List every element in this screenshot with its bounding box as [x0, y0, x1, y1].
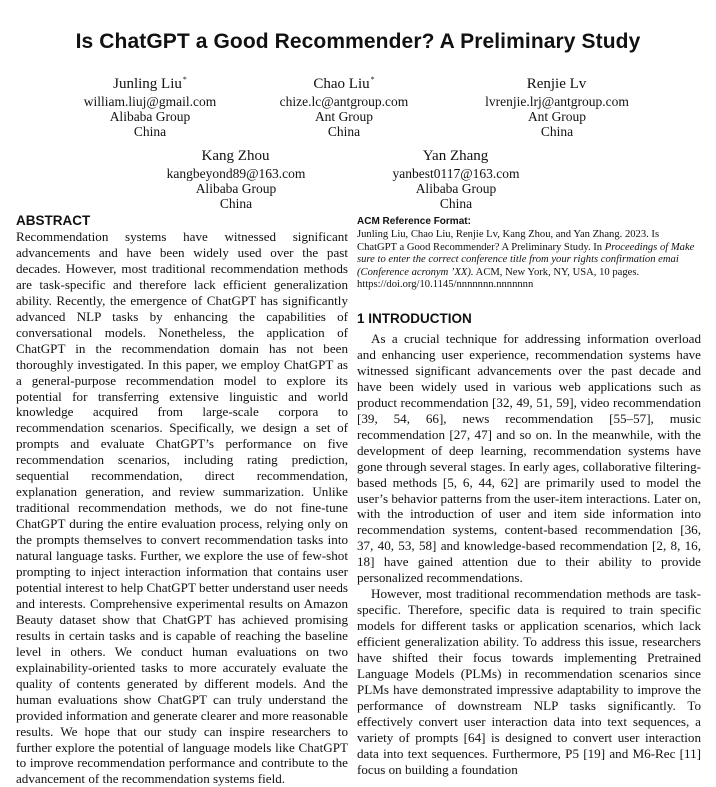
author-affiliation: Alibaba Group	[195, 181, 277, 196]
author-block	[40, 70, 260, 139]
author-email: lvrenjie.lrj@antgroup.com	[485, 94, 629, 109]
author-email: kangbeyond89@163.com	[166, 166, 306, 181]
left-column	[16, 212, 348, 787]
intro-paragraph: However, most traditional recommendation methods are task-specific. Therefore, specific data is required to train specific models for different tasks or application scenarios, which lack efficient generalization ability. To address this issue, researchers have shifted their focus towards implementing Pretrained Language Models (PLMs) in recommendation scenarios since PLMs have demonstrated impressive adaptability to improve the performance of downstream NLP tasks significantly. To effectively convert user interaction data into text sequences, a variety of prompts [64] is designed to convert user interaction data into text sequences. Furthermore, P5 [19] and M6-Rec [11] focus on building a foundation	[357, 586, 701, 777]
abstract-heading: ABSTRACT	[16, 213, 91, 228]
author-name: Renjie Lv	[526, 76, 587, 92]
author-affiliation: Alibaba Group	[415, 181, 497, 196]
author-email: yanbest0117@163.com	[392, 166, 520, 181]
abstract-text: Recommendation systems have witnessed significant advancements and have been widely used over the past decades. However, most traditional recommendation methods are task-specific and therefore lack efficient generalization ability. Recently, the emergence of ChatGPT has significantly advanced NLP tasks by enhancing the capabilities of conversational models. Nonetheless, the application of ChatGPT in the recommendation domain has not been thoroughly investigated. In this paper, we employ ChatGPT as a general-purpose recommendation model to explore its potential for transferring extensive linguistic and world knowledge acquired from large-scale corpora to recommendation scenarios. Specifically, we design a set of prompts and evaluate ChatGPT’s performance on five recommendation scenarios, including rating prediction, sequential recommendation, direct recommendation, explanation generation, and review summarization. Unlike traditional recommendation methods, we do not fine-tune ChatGPT during the entire evaluation process, relying only on the prompts themselves to convert recommendation tasks into natural language tasks. Further, we explore the use of few-shot prompting to inject interaction information that contains user potential interest to help ChatGPT better understand user needs and interests. Comprehensive experimental results on Amazon Beauty dataset show that ChatGPT has achieved promising results in certain tasks and is capable of reaching the baseline level in others. We conduct human evaluations on two explainability-oriented tasks to more accurately evaluate the quality of contents generated by different models. And the human evaluations show ChatGPT can truly understand the provided information and generate clearer and more reasonable results. We hope that our study can inspire researchers to further explore the potential of language models like ChatGPT to improve recommendation performance and contribute to the advancement of the recommendation systems field.	[16, 229, 348, 787]
author-affiliation: Ant Group	[527, 109, 587, 124]
introduction-heading: 1 INTRODUCTION	[357, 310, 472, 326]
right-column	[357, 212, 701, 778]
author-block	[447, 70, 667, 139]
author-country: China	[133, 124, 167, 139]
author-name: Chao Liu*	[313, 75, 375, 92]
author-email: william.liuj@gmail.com	[83, 94, 217, 109]
author-block	[126, 142, 346, 211]
author-name: Junling Liu*	[113, 75, 187, 92]
author-country: China	[327, 124, 361, 139]
acm-venue: Proceedings of Make sure to enter the correct conference title from your rights confirmation emai (Conference acronym ’XX).	[357, 241, 695, 278]
author-name: Yan Zhang	[422, 148, 489, 164]
author-block	[234, 70, 454, 139]
intro-paragraph: As a crucial technique for addressing information overload and enhancing user experience, recommendation systems have witnessed significant advancements over the past decade and have been widely used in various web applications such as product recommendation [32, 49, 51, 59], video recommendation [39, 54, 66], news recommendation [55–57], music recommendation [27, 47] and so on. In the meanwhile, with the development of deep learning, recommendation systems have gone through several stages. In early ages, collaborative filtering-based methods [5, 6, 44, 62] are primarily used to model the user’s behavior patterns from the user-item interactions. Later on, with the introduction of user and item side information into recommendation systems, content-based recommendation [36, 37, 40, 53, 58] and knowledge-based recommendation [2, 8, 16, 18] have gained attention due to their ability to provide personalized recommendations.	[357, 330, 701, 586]
author-country: China	[219, 196, 253, 211]
author-affiliation: Alibaba Group	[109, 109, 191, 124]
author-country: China	[540, 124, 574, 139]
author-country: China	[439, 196, 473, 211]
paper-title: Is ChatGPT a Good Recommender? A Preliminary Study	[75, 30, 641, 53]
author-name: Kang Zhou	[201, 148, 270, 164]
author-email: chize.lc@antgroup.com	[279, 94, 409, 109]
acm-reference-text: Junling Liu, Chao Liu, Renjie Lv, Kang Zhou, and Yan Zhang. 2023. Is ChatGPT a Good Recommender? A Preliminary Study. In Proceedings of Make sure to enter the correct conference title from your rights confirmation emai (Conference acronym ’XX). ACM, New York, NY, USA, 10 pages. https://doi.org/10.1145/nnnnnnn.nnnnnnn	[357, 229, 695, 291]
author-block	[346, 142, 566, 211]
author-affiliation: Ant Group	[314, 109, 374, 124]
acm-reference-heading: ACM Reference Format:	[357, 216, 471, 227]
